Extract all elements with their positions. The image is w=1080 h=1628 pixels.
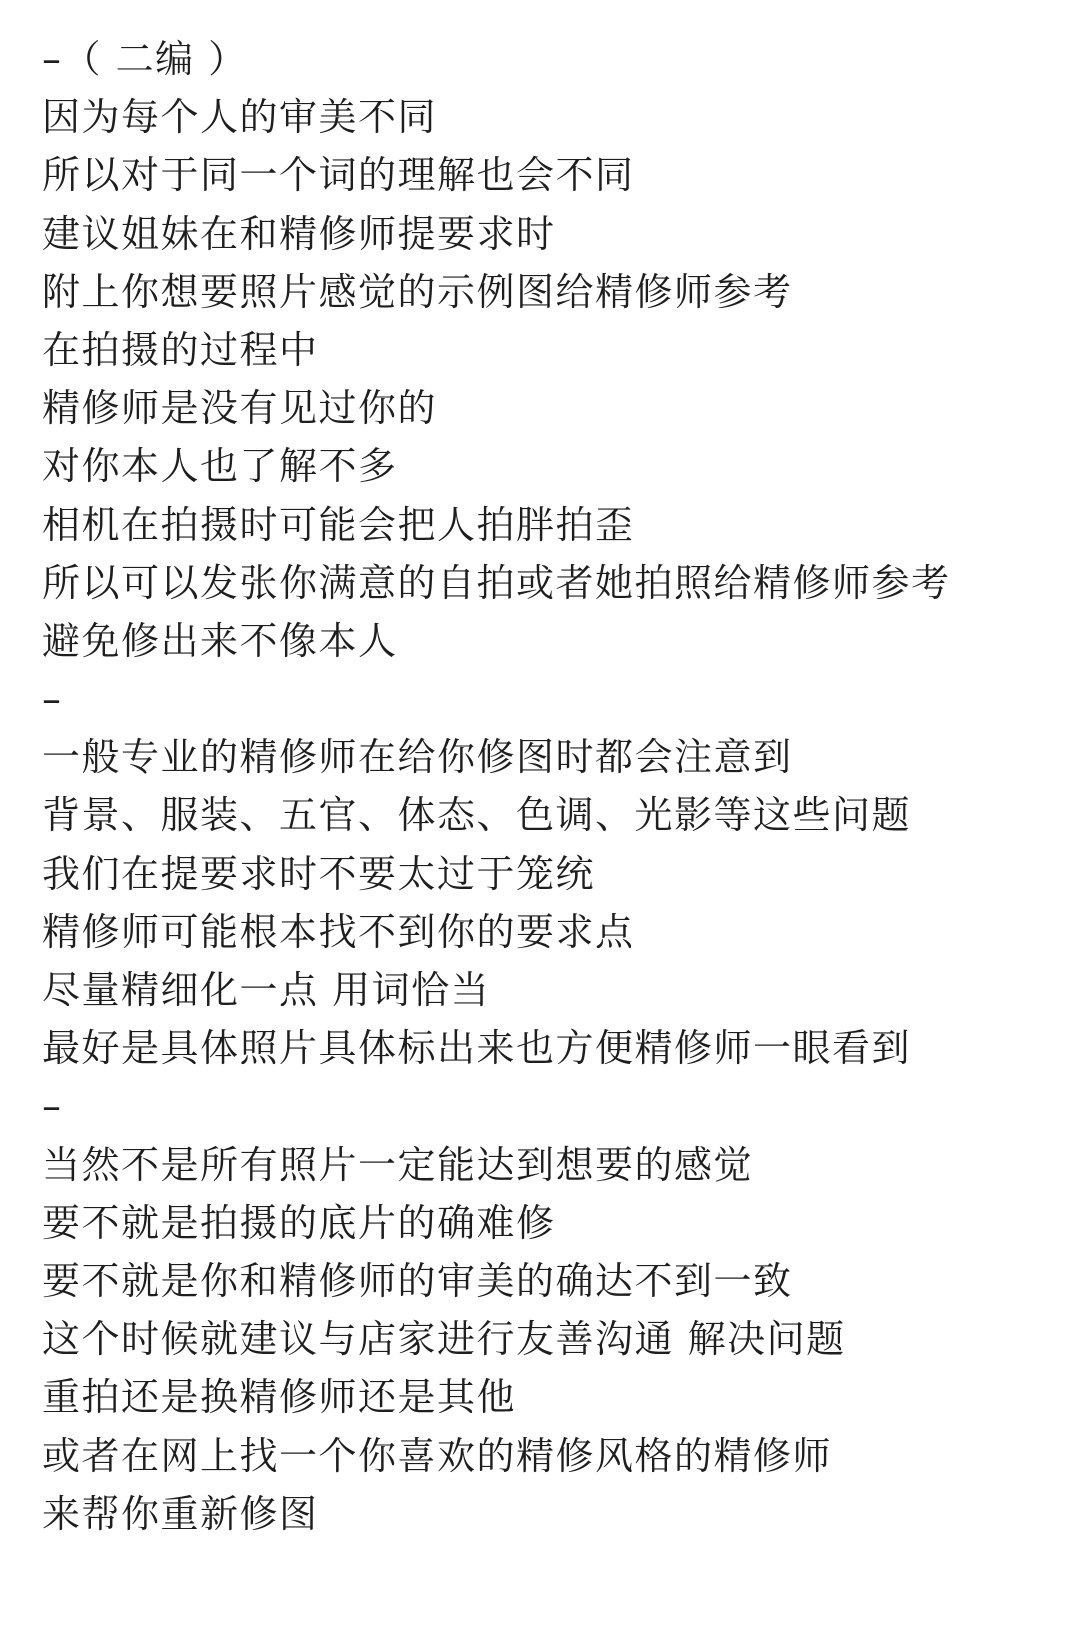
text-line: 精修师可能根本找不到你的要求点	[42, 909, 635, 954]
text-line: 尽量精细化一点 用词恰当	[42, 968, 491, 1012]
text-line: 最好是具体照片具体标出来也方便精修师一眼看到	[42, 1026, 912, 1071]
text-line: –（ 二编 ）	[42, 37, 248, 81]
document-body	[42, 30, 1052, 1543]
text-line: 或者在网上找一个你喜欢的精修风格的精修师	[42, 1433, 833, 1478]
separator-dash: –	[42, 677, 63, 722]
separator-dash: –	[42, 1084, 63, 1129]
text-line: 来帮你重新修图	[42, 1491, 319, 1536]
text-line: 避免修出来不像本人	[42, 618, 398, 663]
text-line: 要不就是你和精修师的审美的确达不到一致	[42, 1258, 793, 1303]
text-line: 背景、服装、五官、体态、色调、光影等这些问题	[42, 793, 912, 838]
text-line: 这个时候就建议与店家进行友善沟通 解决问题	[42, 1317, 846, 1362]
text-line: 要不就是拍摄的底片的确难修	[42, 1200, 556, 1245]
text-line: 所以对于同一个词的理解也会不同	[42, 153, 635, 198]
text-line: 在拍摄的过程中	[42, 327, 319, 372]
text-line: 建议姐妹在和精修师提要求时	[42, 211, 556, 256]
text-line: 相机在拍摄时可能会把人拍胖拍歪	[42, 502, 635, 547]
text-line: 对你本人也了解不多	[42, 444, 398, 489]
text-line: 我们在提要求时不要太过于笼统	[42, 851, 596, 896]
text-line: 当然不是所有照片一定能达到想要的感觉	[42, 1142, 754, 1187]
text-line: 精修师是没有见过你的	[42, 386, 438, 431]
text-line: 附上你想要照片感觉的示例图给精修师参考	[42, 269, 793, 314]
text-line: 因为每个人的审美不同	[42, 95, 438, 140]
text-line: 一般专业的精修师在给你修图时都会注意到	[42, 735, 793, 780]
text-line: 重拍还是换精修师还是其他	[42, 1375, 517, 1420]
text-line: 所以可以发张你满意的自拍或者她拍照给精修师参考	[42, 560, 951, 605]
